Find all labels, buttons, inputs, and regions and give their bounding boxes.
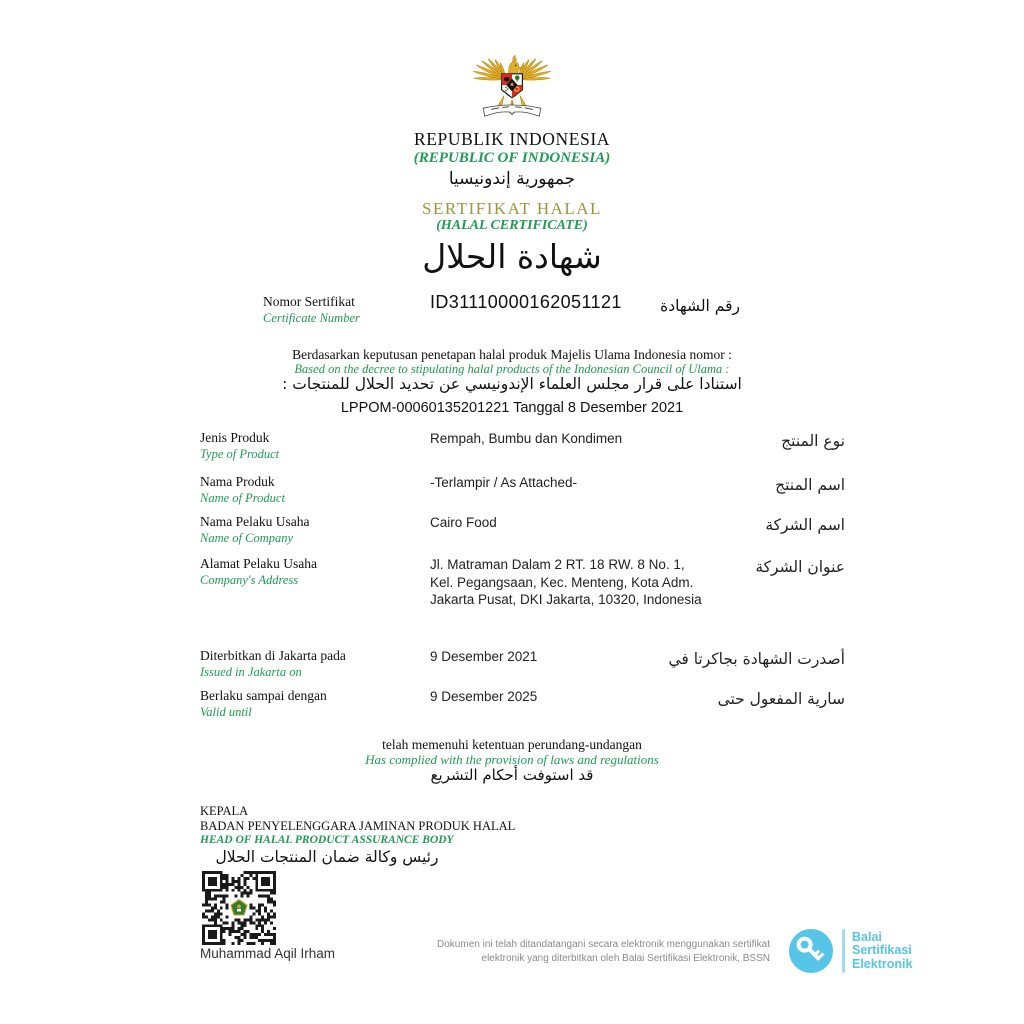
label-en: Name of Company [200,530,294,545]
certificate-number-label-id: Nomor Sertifikat [263,294,355,309]
detail-value: Jl. Matraman Dalam 2 RT. 18 RW. 8 No. 1, Kel. Pegangsaan, Kec. Menteng, Kota Adm. Jakarta Pusat, DKI Jakarta, 10320, Indonesia [430,557,702,608]
signatory-title-ar: رئيس وكالة ضمان المنتجات الحلال [215,848,439,866]
garuda-emblem [464,28,560,134]
country-name: REPUBLIK INDONESIA [413,129,610,149]
certificate-number-label-ar: رقم الشهادة [660,297,740,315]
label-ar: اسم الشركة [765,516,845,534]
label-en: Issued in Jakarta on [200,664,302,679]
detail-value: 9 Desember 2025 [430,689,538,704]
detail-value: Rempah, Bumbu dan Kondimen [430,431,623,446]
detail-value: Cairo Food [430,515,497,530]
label-ar: سارية المفعول حتى [717,690,845,708]
decree-line-id: Berdasarkan keputusan penetapan halal produk Majelis Ulama Indonesia nomor : [292,347,732,362]
label-en: Valid until [200,704,252,719]
garuda-pancasila-icon [464,28,560,134]
label-id: Jenis Produk [200,430,270,445]
detail-row-label [200,430,425,463]
decree-line-en: Based on the decree to stipulating halal products of the Indonesian Council of Ulama : [294,362,730,376]
note-line2: elektronik yang diterbitkan oleh Balai Sertifikasi Elektronik, BSSN [481,953,770,964]
detail-row-label [200,688,425,721]
label-id: Alamat Pelaku Usaha [200,556,317,571]
label-en: Name of Product [200,490,285,505]
detail-row-label [200,514,425,547]
signatory-name: Muhammad Aqil Irham [200,946,336,961]
certificate-number-label [263,294,360,327]
signatory-title1: KEPALA [200,804,249,818]
electronic-signature-note [437,938,770,966]
label-en: Type of Product [200,446,280,461]
decree-line-ar: استنادا على قرار مجلس العلماء الإندونيسي عن تحديد الحلال للمنتجات : [282,375,742,393]
detail-row-label [200,648,425,681]
bsre-logo [787,927,912,975]
bsre-line1: Balai [852,929,882,944]
compliance-line-id: telah memenuhi ketentuan perundang-undangan [382,737,642,752]
label-ar: أصدرت الشهادة بجاكرتا في [668,650,845,668]
label-id: Berlaku sampai dengan [200,688,327,703]
certificate-title: SERTIFIKAT HALAL [422,199,602,218]
bsre-key-icon [787,927,835,975]
label-en: Company's Address [200,572,299,587]
label-id: Diterbitkan di Jakarta pada [200,648,346,663]
bsre-logo-divider [842,929,845,973]
certificate-number-value: ID31110000162051121 [430,292,622,312]
detail-row-label [200,556,425,589]
label-ar: نوع المنتج [781,432,845,450]
bsre-logo-text [852,931,912,972]
signatory-title-en: HEAD OF HALAL PRODUCT ASSURANCE BODY [200,834,454,846]
country-name-ar: جمهورية إندونيسيا [448,169,576,189]
detail-value: -Terlampir / As Attached- [430,475,578,490]
compliance-line-ar: قد استوفت أحكام التشريع [430,766,594,784]
signatory-title-block [200,804,515,846]
country-name-en: (REPUBLIC OF INDONESIA) [413,150,611,166]
certificate-number-label-en: Certificate Number [263,310,360,325]
qr-code [202,871,276,945]
certificate-title-ar: شهادة الحلال [422,237,602,276]
label-id: Nama Produk [200,474,275,489]
label-ar: عنوان الشركة [755,558,845,576]
label-ar: اسم المنتج [775,476,845,494]
label-id: Nama Pelaku Usaha [200,514,310,529]
detail-row-label [200,474,425,507]
bsre-line2: Sertifikasi [852,943,912,958]
signatory-title2: BADAN PENYELENGGARA JAMINAN PRODUK HALAL [200,819,516,833]
compliance-line-en: Has complied with the provision of laws and regulations [365,752,659,767]
qr-code-icon [202,871,276,945]
certificate-title-en: (HALAL CERTIFICATE) [436,218,588,233]
bsre-line3: Elektronik [852,956,913,971]
note-line1: Dokumen ini telah ditandatangani secara elektronik menggunakan sertifikat [437,939,770,950]
decree-number-line: LPPOM-00060135201221 Tanggal 8 Desember 2021 [340,400,684,416]
detail-value: 9 Desember 2021 [430,649,538,664]
